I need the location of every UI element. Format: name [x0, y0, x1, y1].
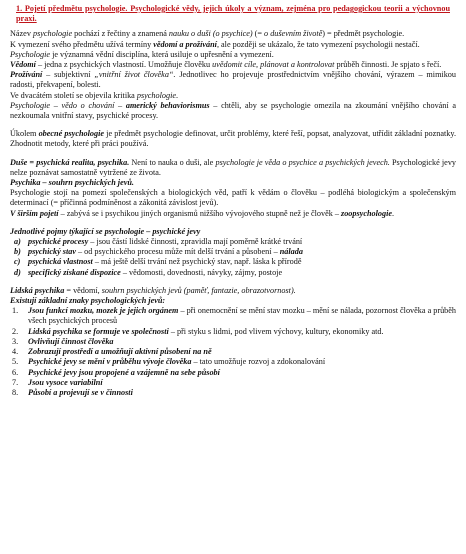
- text-run: Psychické jevy se mění v průběhu vývoje člověka: [28, 357, 192, 367]
- ukolem-section: [10, 129, 456, 149]
- duse-section: [10, 158, 456, 219]
- text-run: Psychika – souhrn psychických jevů.: [10, 178, 134, 188]
- text-run: –: [114, 100, 126, 110]
- text-run: = vědomí,: [64, 285, 102, 295]
- list-item: [10, 237, 456, 247]
- text-run: .: [175, 90, 179, 100]
- jednotlive-title: Jednotlivé pojmy týkající se psychologie – psychické jevy: [10, 226, 201, 236]
- paragraph: [10, 60, 456, 70]
- intro-section: [10, 29, 456, 121]
- list-item: [10, 378, 456, 388]
- list-item: [10, 257, 456, 267]
- text-run: – vědomosti, dovednosti, návyky, zájmy, postoje: [120, 267, 283, 277]
- text-run: o duševním životě: [264, 29, 323, 39]
- text-run: nálada: [279, 247, 303, 257]
- list-item: [10, 268, 456, 278]
- text-run: ) = předmět psychologie.: [322, 29, 405, 39]
- list-marker: 7.: [12, 377, 19, 387]
- text-run: – při styku s lidmi, pod vlivem výchovy, kultury, ekonomiky atd.: [168, 326, 384, 336]
- text-run: Název: [10, 29, 33, 39]
- text-run: Psychické jevy jsou propojené a vzájemně na sebe působí: [28, 367, 220, 377]
- text-run: je významná vědní disciplína, která usiluje o upřesnění a vymezení.: [50, 49, 274, 59]
- text-run: – subjektivní: [42, 70, 95, 80]
- text-run: – chtěli, aby se psychologie omezila na zkoumání vnějšího chování a nezkoumala vnitřní stavy, psychické procesy.: [10, 100, 456, 121]
- page-title: 1. Pojetí předmětu psychologie. Psychologické vědy, jejich úkoly a význam, zejména pro pedagogickou teorii a výchovnou praxi.: [16, 4, 450, 24]
- text-run: je předmět psychologie definovat, určit problémy, které řeší, popsat, analyzovat, utřídit základní poznatky. Zhodnotit metody, které při práci používá.: [10, 129, 456, 149]
- paragraph: [10, 70, 456, 90]
- text-run: Lidská psychika se formuje ve společnosti: [28, 326, 169, 336]
- paragraph: [10, 129, 456, 149]
- text-run: americký behaviorismus: [125, 100, 210, 110]
- list-marker: b): [14, 247, 21, 257]
- list-item: [10, 306, 456, 326]
- list-marker: 3.: [12, 336, 19, 346]
- text-run: –: [50, 100, 62, 110]
- existuji-title: Existují základní znaky psychologických jevů:: [10, 296, 166, 306]
- text-run: nauku o duši (o psychice): [168, 29, 253, 39]
- list-item: [10, 388, 456, 398]
- list-marker: 8.: [12, 387, 19, 397]
- text-run: – má ještě delší trvání než psychický stav, např. láska k přírodě: [92, 257, 302, 267]
- text-run: vědomí a prožívání: [153, 39, 217, 49]
- text-run: – jedna z psychických vlastností. Umožňuje člověku: [35, 60, 213, 70]
- text-run: psychické procesy: [28, 237, 89, 247]
- list-marker: 6.: [12, 367, 19, 377]
- text-run: Psychologie: [10, 100, 51, 110]
- text-run: Jsou vysoce variabilní: [28, 377, 103, 387]
- paragraph: [10, 188, 456, 208]
- paragraph: [10, 101, 456, 121]
- text-run: Jednotlivec ho projevuje prostřednictvím vnějšího chování, výrazem – mimikou radosti, překvapení, bolesti.: [10, 70, 456, 90]
- text-run: psychická vlastnost: [28, 257, 93, 267]
- text-run: Psychologie: [10, 49, 51, 59]
- text-run: Ovlivňují činnost člověka: [28, 336, 114, 346]
- list-marker: 2.: [12, 326, 19, 336]
- text-run: psychologie: [32, 29, 73, 39]
- text-run: Duše = psychická realita, psychika.: [10, 157, 130, 167]
- list-item: [10, 347, 456, 357]
- text-run: pochází z řečtiny a znamená: [72, 29, 169, 39]
- jednotlive-list: [10, 237, 456, 278]
- text-run: zoopsychologie: [341, 208, 392, 218]
- text-run: Psychologické jevy nelze poznávat samostatně vytržené ze života.: [10, 157, 457, 177]
- text-run: V širším pojetí: [10, 208, 59, 218]
- list-marker: c): [14, 257, 21, 267]
- list-item: [10, 327, 456, 337]
- existuji-list: [10, 306, 456, 398]
- paragraph: [10, 29, 456, 39]
- lidska-psychika: [10, 286, 456, 296]
- list-marker: 1.: [12, 306, 19, 316]
- list-item: [10, 368, 456, 378]
- text-run: – zabývá se i psychikou jiných organismů nižšího vývojového stupně než je člověk –: [58, 208, 342, 218]
- text-run: průběh činnosti. Je spjato s řečí.: [334, 60, 442, 70]
- list-marker: 5.: [12, 357, 19, 367]
- paragraph: [10, 178, 456, 188]
- text-run: Jsou funkcí mozku, mozek je jejich orgánem: [28, 306, 179, 316]
- text-run: Zobrazují prostředí a umožňují aktivní působení na ně: [28, 347, 212, 357]
- list-item: [10, 247, 456, 257]
- list-item: [10, 337, 456, 347]
- text-run: – tato umožňuje rozvoj a zdokonalování: [191, 357, 326, 367]
- text-run: Úkolem: [10, 129, 39, 139]
- text-run: specifický získané dispozice: [28, 267, 121, 277]
- text-run: Není to nauka o duši, ale: [129, 157, 216, 167]
- text-run: Ve dvacátém století se objevila kritika: [10, 90, 137, 100]
- text-run: K vymezení svého předmětu užívá termíny: [10, 39, 154, 49]
- text-run: Prožívání: [10, 70, 43, 80]
- paragraph: [10, 50, 456, 60]
- text-run: souhrn psychických jevů (paměť, fantazie, obrazotvornost).: [101, 285, 296, 295]
- list-marker: a): [14, 237, 21, 247]
- list-marker: d): [14, 267, 21, 277]
- text-run: – jsou částí lidské činnosti, zpravidla mají poměrně krátké trvání: [88, 237, 303, 247]
- text-run: Lidská psychika: [10, 285, 65, 295]
- text-run: Působí a projevují se v činnosti: [28, 387, 133, 397]
- paragraph: [10, 209, 456, 219]
- text-run: „vnitřní život člověka“.: [94, 70, 176, 80]
- paragraph: [10, 91, 456, 101]
- text-run: .: [391, 208, 395, 218]
- text-run: Vědomí: [10, 60, 36, 70]
- text-run: psychický stav: [28, 247, 76, 257]
- text-run: (=: [252, 29, 265, 39]
- list-item: [10, 357, 456, 367]
- text-run: psychologie: [136, 90, 176, 100]
- text-run: – při onemocnění se mění stav mozku – mění se nálada, pozornost člověka a průběh všech psychických procesů: [28, 306, 456, 326]
- paragraph: [10, 158, 456, 178]
- text-run: uvědomit cíle, plánovat a kontrolovat: [212, 60, 335, 70]
- text-run: Psychologie stojí na pomezí společenských a biologických věd, patří k vědám o člověku – podléhá biologickým a společenským determinací (= příčinná podmíněnost a zákonitá závislost jevů).: [10, 188, 456, 208]
- list-marker: 4.: [12, 347, 19, 357]
- text-run: – od psychického procesu může mít delší trvání a působení –: [75, 247, 280, 257]
- paragraph: [10, 40, 456, 50]
- text-run: vědo o chování: [61, 100, 115, 110]
- text-run: , ale později se ukázalo, že tato vymezení psychologii nestačí.: [216, 39, 420, 49]
- text-run: obecné psychologie: [38, 129, 104, 139]
- text-run: psychologie je věda o psychice a psychických jevech.: [215, 157, 390, 167]
